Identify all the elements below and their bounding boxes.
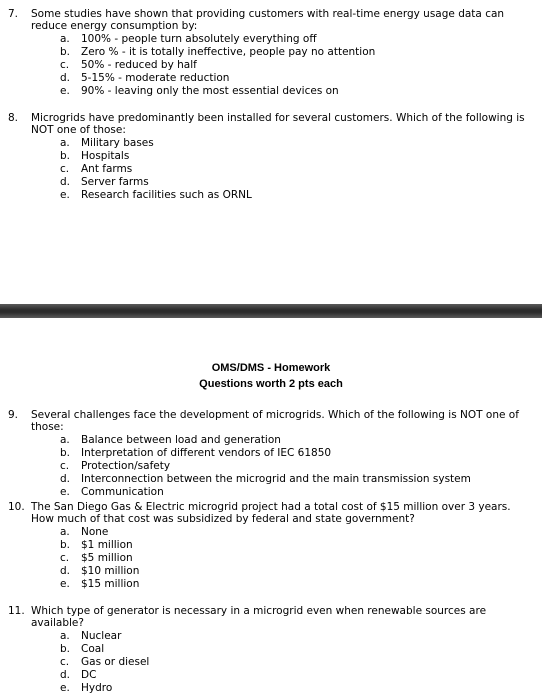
options-list: [60, 137, 536, 202]
option-text: 50% - reduced by half: [81, 59, 197, 71]
question-number: 10.: [8, 501, 25, 513]
options-list: [60, 630, 536, 695]
option-letter: d.: [60, 72, 71, 84]
option-text: Nuclear: [81, 630, 122, 642]
option-letter: a.: [60, 630, 70, 642]
option-e: [60, 682, 536, 695]
option-b: [60, 643, 536, 656]
document-subtitle: Questions worth 2 pts each: [199, 378, 343, 390]
option-text: 100% - people turn absolutely everything off: [81, 33, 317, 45]
option-letter: c.: [60, 460, 70, 472]
option-text: Interconnection between the microgrid and the main transmission system: [81, 473, 471, 485]
option-letter: e.: [60, 578, 70, 590]
options-list: [60, 434, 536, 499]
option-text: $1 million: [81, 539, 133, 551]
question-text: Several challenges face the development of microgrids. Which of the following is NOT one of those:: [31, 409, 519, 433]
option-e: [60, 486, 536, 499]
option-text: Hydro: [81, 682, 113, 694]
option-text: $10 million: [81, 565, 140, 577]
question-text: Some studies have shown that providing customers with real-time energy usage data can reduce energy consumption by:: [31, 8, 505, 32]
option-c: [60, 460, 536, 473]
question-text: Which type of generator is necessary in a microgrid even when renewable sources are available?: [31, 605, 487, 629]
option-b: [60, 447, 536, 460]
page-break-divider: [0, 304, 542, 318]
option-letter: b.: [60, 46, 71, 58]
options-list: [60, 33, 536, 98]
option-c: [60, 552, 536, 565]
option-text: 5-15% - moderate reduction: [81, 72, 230, 84]
option-d: [60, 473, 536, 486]
option-text: Zero % - it is totally ineffective, people pay no attention: [81, 46, 376, 58]
option-text: Hospitals: [81, 150, 130, 162]
option-e: [60, 578, 536, 591]
option-letter: d.: [60, 565, 71, 577]
question-number: 8.: [8, 112, 19, 124]
document-title: OMS/DMS - Homework: [211, 362, 331, 374]
question-text: Microgrids have predominantly been installed for several customers. Which of the following is NOT one of those:: [31, 112, 525, 136]
option-text: Communication: [81, 486, 164, 498]
option-letter: e.: [60, 486, 70, 498]
option-d: [60, 72, 536, 85]
option-letter: c.: [60, 656, 70, 668]
option-c: [60, 59, 536, 72]
question-10: [0, 501, 542, 591]
option-text: Ant farms: [81, 163, 133, 175]
option-text: $5 million: [81, 552, 133, 564]
option-text: Military bases: [81, 137, 154, 149]
option-text: Server farms: [81, 176, 149, 188]
option-d: [60, 669, 536, 682]
option-letter: b.: [60, 150, 71, 162]
option-e: [60, 189, 536, 202]
question-8: [0, 112, 542, 202]
option-b: [60, 46, 536, 59]
option-letter: b.: [60, 447, 71, 459]
option-letter: d.: [60, 176, 71, 188]
question-number: 11.: [8, 605, 25, 617]
option-text: Interpretation of different vendors of IEC 61850: [81, 447, 332, 459]
option-letter: e.: [60, 85, 70, 97]
option-a: [60, 33, 536, 46]
option-a: [60, 434, 536, 447]
option-letter: c.: [60, 552, 70, 564]
option-letter: d.: [60, 473, 71, 485]
option-a: [60, 137, 536, 150]
option-letter: a.: [60, 434, 70, 446]
option-b: [60, 539, 536, 552]
option-letter: a.: [60, 137, 70, 149]
option-text: $15 million: [81, 578, 140, 590]
option-text: Protection/safety: [81, 460, 171, 472]
question-number: 7.: [8, 8, 19, 20]
option-text: None: [81, 526, 109, 538]
option-e: [60, 85, 536, 98]
option-a: [60, 630, 536, 643]
option-text: Research facilities such as ORNL: [81, 189, 252, 201]
option-a: [60, 526, 536, 539]
option-letter: e.: [60, 189, 70, 201]
option-letter: d.: [60, 669, 71, 681]
option-b: [60, 150, 536, 163]
question-9: [0, 409, 542, 499]
option-text: Gas or diesel: [81, 656, 150, 668]
option-letter: b.: [60, 643, 71, 655]
option-c: [60, 163, 536, 176]
question-11: [0, 605, 542, 695]
option-letter: c.: [60, 163, 70, 175]
option-text: 90% - leaving only the most essential devices on: [81, 85, 339, 97]
option-text: Coal: [81, 643, 105, 655]
option-text: DC: [81, 669, 97, 681]
question-7: [0, 8, 542, 98]
question-number: 9.: [8, 409, 19, 421]
option-letter: e.: [60, 682, 70, 694]
option-c: [60, 656, 536, 669]
option-letter: c.: [60, 59, 70, 71]
option-letter: a.: [60, 33, 70, 45]
question-text: The San Diego Gas & Electric microgrid project had a total cost of $15 million over 3 years. How much of that cost was subsidized by federal and state government?: [31, 501, 511, 525]
option-d: [60, 565, 536, 578]
option-letter: b.: [60, 539, 71, 551]
option-text: Balance between load and generation: [81, 434, 281, 446]
option-letter: a.: [60, 526, 70, 538]
option-d: [60, 176, 536, 189]
options-list: [60, 526, 536, 591]
